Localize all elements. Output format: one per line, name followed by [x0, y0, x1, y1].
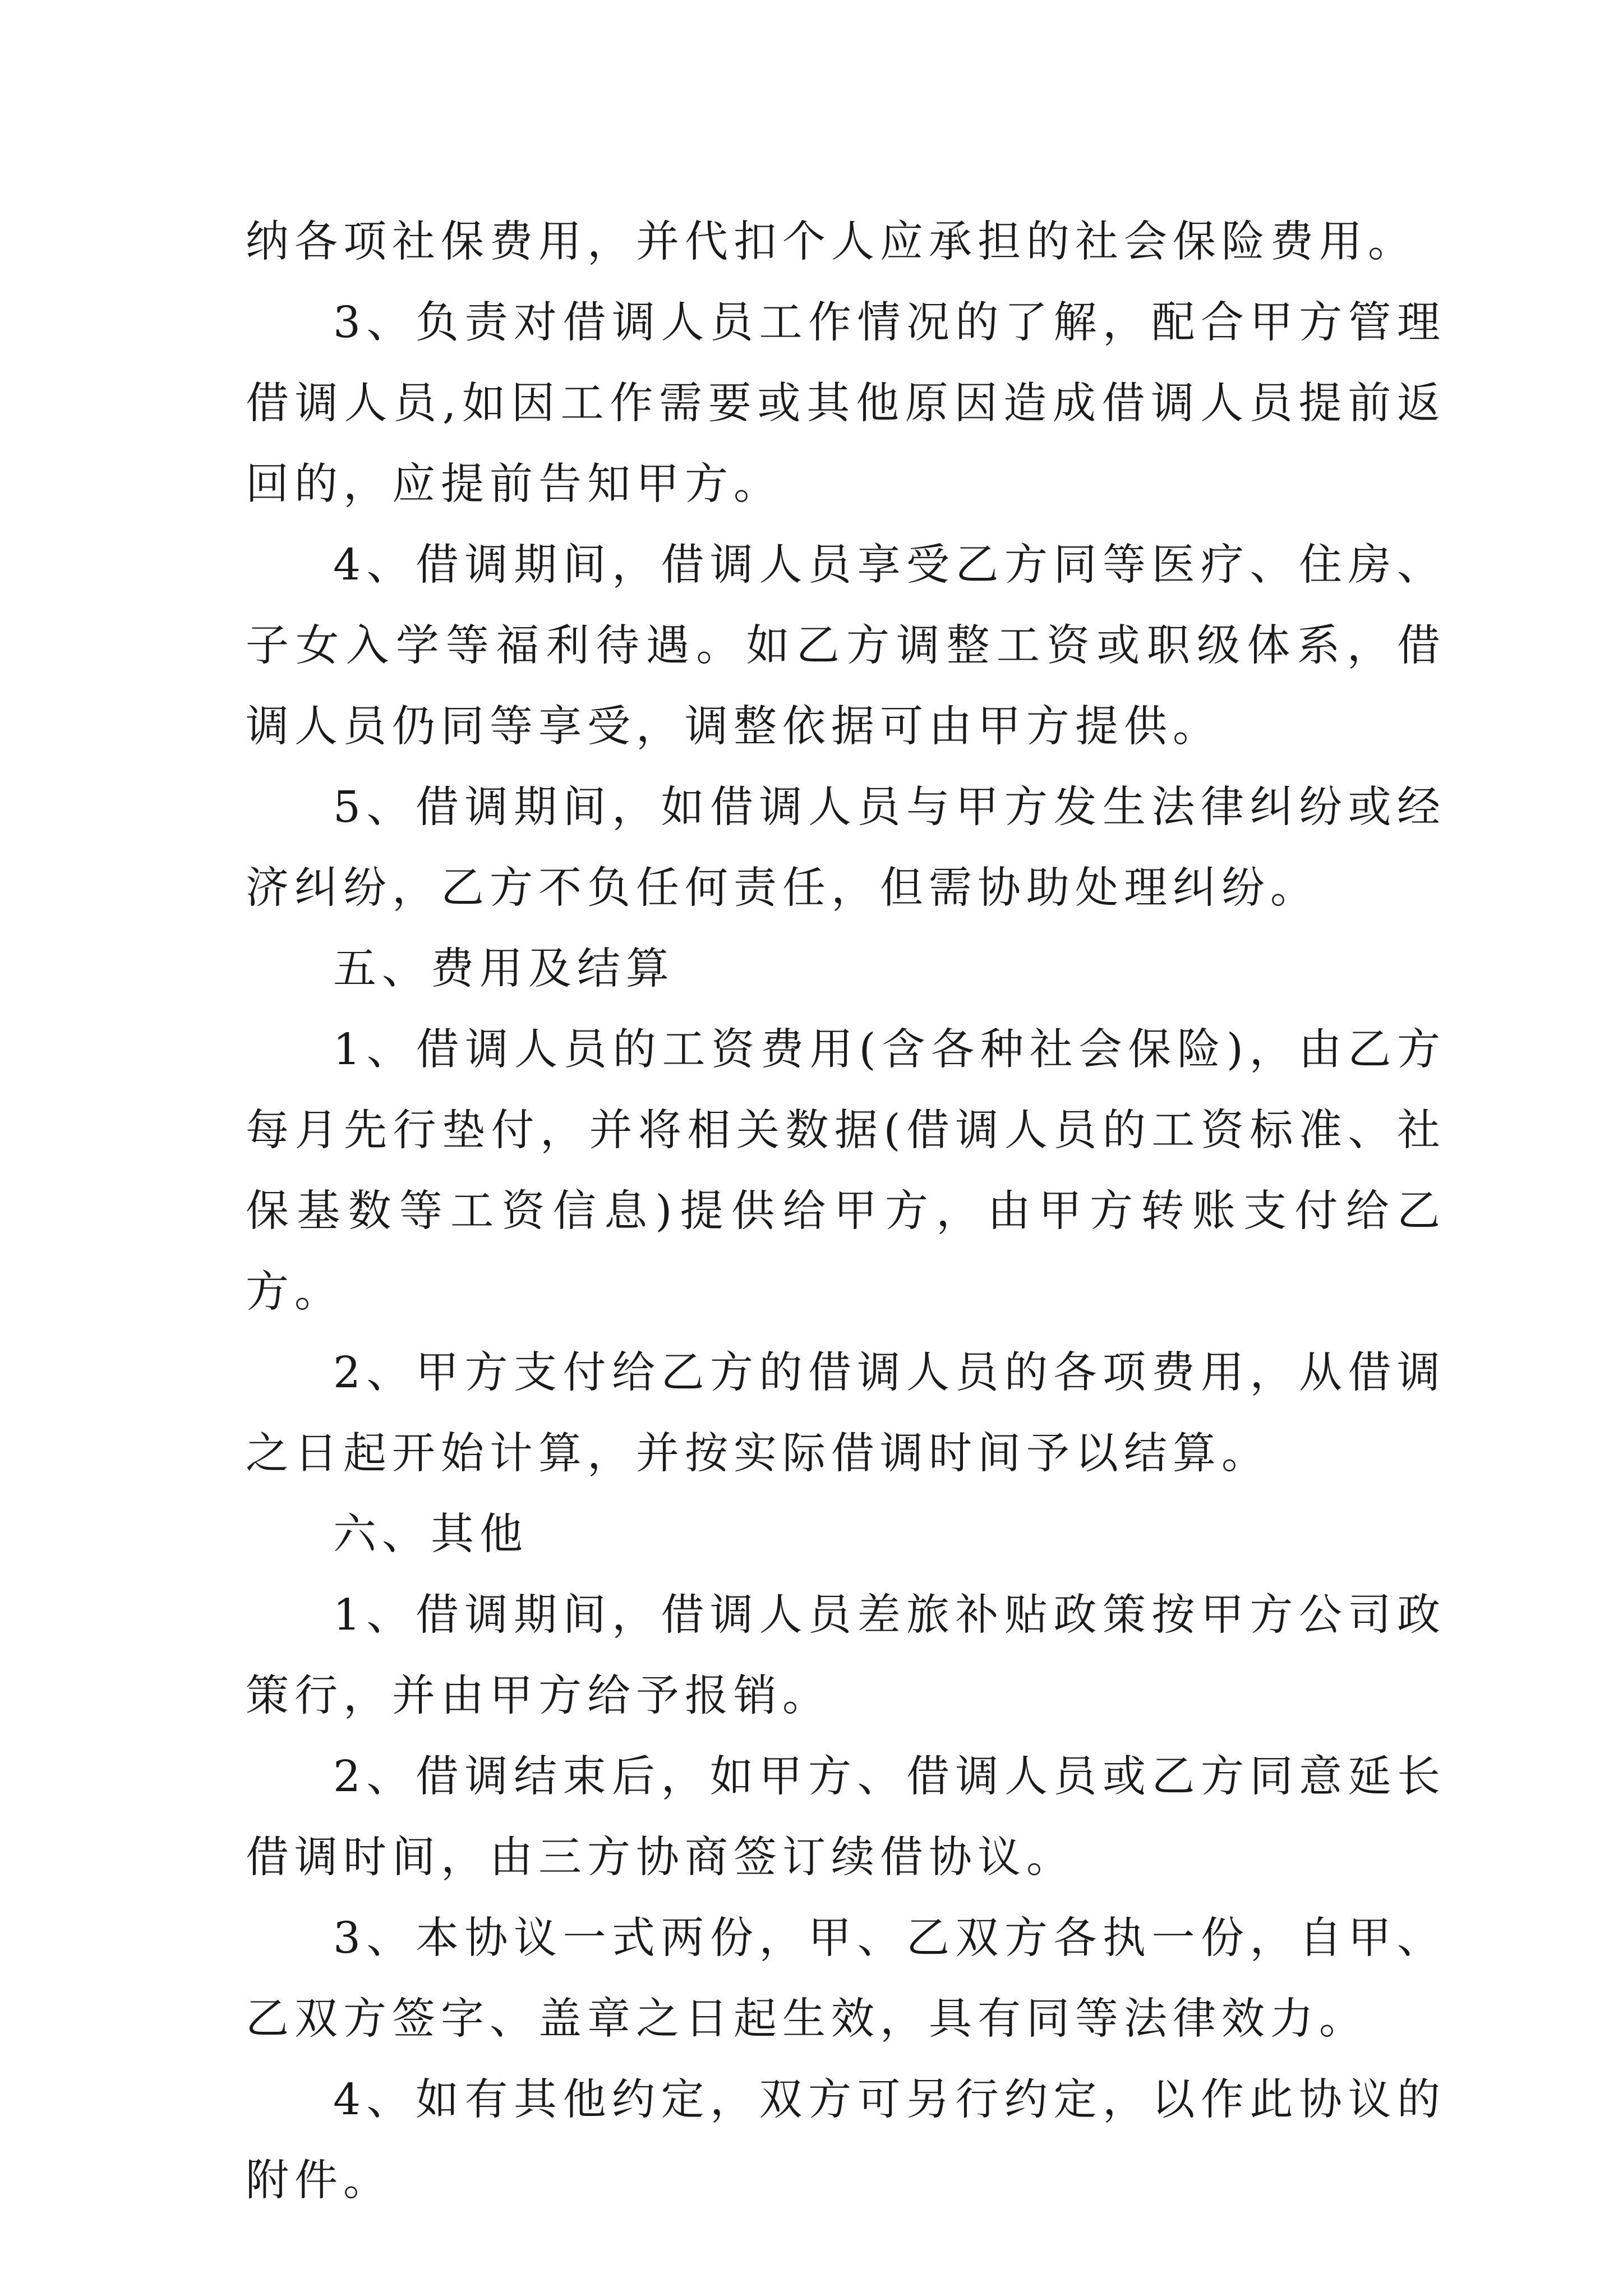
- paragraph-clause-4-5: 5、借调期间，如借调人员与甲方发生法律纠纷或经济纠纷，乙方不负任何责任，但需协助处理纠纷。: [246, 783, 1446, 913]
- document-body: [246, 202, 1446, 2221]
- paragraph-clause-6-3: 3、本协议一式两份，甲、乙双方各执一份，自甲、乙双方签字、盖章之日起生效，具有同等法律效力。: [246, 1913, 1446, 2044]
- paragraph-clause-4-4: 4、借调期间，借调人员享受乙方同等医疗、住房、子女入学等福利待遇。如乙方调整工资或职级体系，借调人员仍同等享受，调整依据可由甲方提供。: [246, 540, 1446, 752]
- paragraph-continuation: 纳各项社保费用，并代扣个人应承担的社会保险费用。: [246, 217, 1417, 267]
- paragraph-clause-6-4: 4、如有其他约定，双方可另行约定，以作此协议的附件。: [246, 2075, 1446, 2206]
- paragraph-clause-6-2: 2、借调结束后，如甲方、借调人员或乙方同意延长借调时间，由三方协商签订续借协议。: [246, 1752, 1446, 1883]
- paragraph-clause-6-1: 1、借调期间，借调人员差旅补贴政策按甲方公司政策行，并由甲方给予报销。: [246, 1590, 1446, 1721]
- section-heading-6: 六、其他: [333, 1510, 528, 1559]
- paragraph-clause-5-1: 1、借调人员的工资费用(含各种社会保险)，由乙方每月先行垫付，并将相关数据(借调人员的工资标准、社保基数等工资信息)提供给甲方，由甲方转账支付给乙方。: [246, 1025, 1446, 1317]
- paragraph-clause-5-2: 2、甲方支付给乙方的借调人员的各项费用，从借调之日起开始计算，并按实际借调时间予以结算。: [246, 1348, 1446, 1479]
- section-heading-5: 五、费用及结算: [333, 944, 675, 994]
- paragraph-clause-4-3: 3、负责对借调人员工作情况的了解，配合甲方管理借调人员,如因工作需要或其他原因造成借调人员提前返回的，应提前告知甲方。: [246, 298, 1446, 509]
